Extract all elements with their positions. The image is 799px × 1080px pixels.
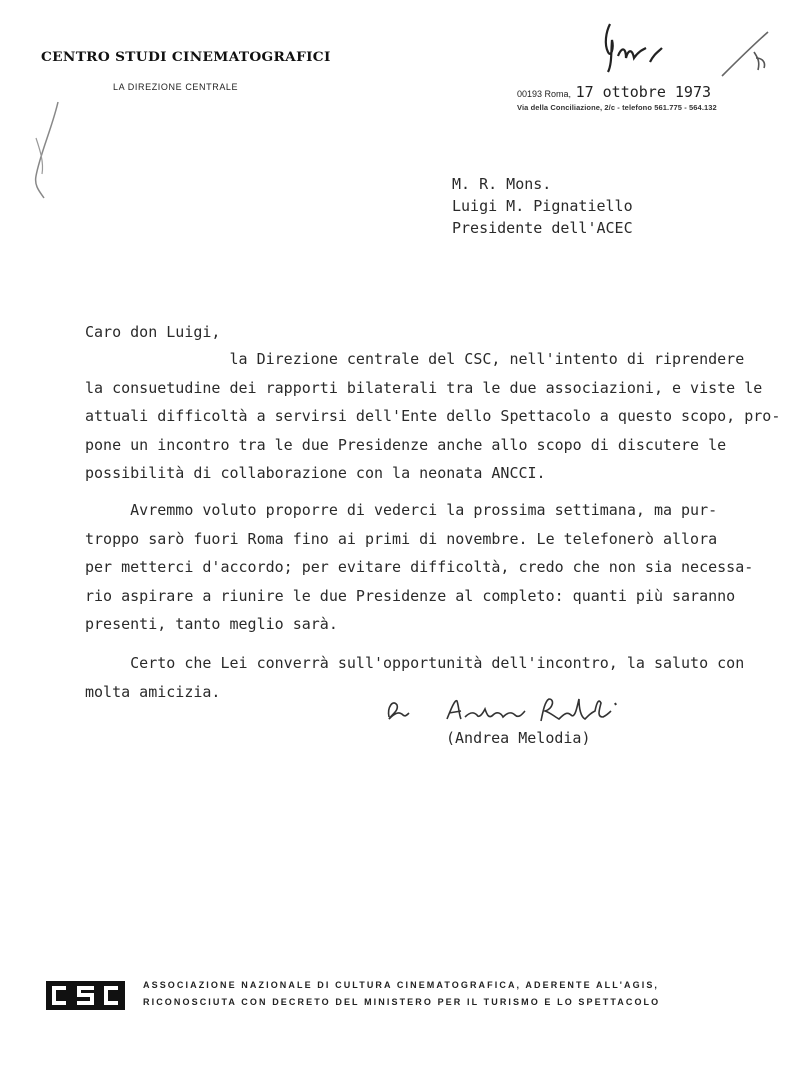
handwritten-signature — [385, 693, 625, 727]
paragraph-line: la consuetudine dei rapporti bilaterali tra le due associazioni, e viste le — [85, 378, 763, 397]
paragraph-line: attuali difficoltà a servirsi dell'Ente dello Spettacolo a questo scopo, pro- — [85, 407, 781, 425]
footer-line: RICONOSCIUTA CON DECRETO DEL MINISTERO PER IL TURISMO E LO SPETTACOLO — [143, 997, 661, 1007]
paragraph-line: molta amicizia. — [85, 682, 221, 701]
paragraph-line: possibilità di collaborazione con la neonata ANCCI. — [85, 464, 546, 482]
handwritten-mark-annotation — [718, 28, 778, 80]
paragraph-line: per metterci d'accordo; per evitare difficoltà, credo che non sia necessa- — [85, 558, 754, 576]
paragraph-line: presenti, tanto meglio sarà. — [85, 615, 338, 633]
paragraph-line: pone un incontro tra le due Presidenze anche allo scopo di discutere le — [85, 435, 727, 454]
address-date-line — [517, 83, 711, 101]
handwritten-initials-annotation — [596, 18, 686, 76]
margin-pencil-mark — [28, 98, 72, 202]
recipient-line: Luigi M. Pignatiello — [452, 197, 633, 215]
recipient-line: Presidente dell'ACEC — [452, 219, 633, 237]
address-city: 00193 Roma, — [517, 89, 572, 99]
paragraph-line: Avremmo voluto proporre di vederci la prossima settimana, ma pur- — [85, 501, 718, 519]
paragraph-line: troppo sarò fuori Roma fino ai primi di novembre. Le telefonerò allora — [85, 529, 718, 548]
letterhead-organization: CENTRO STUDI CINEMATOGRAFICI — [41, 50, 331, 65]
salutation: Caro don Luigi, — [85, 323, 221, 341]
typed-signature-name: (Andrea Melodia) — [446, 729, 591, 747]
paragraph-1 — [85, 345, 781, 488]
csc-logo — [46, 981, 125, 1010]
paragraph-line: Certo che Lei converrà sull'opportunità dell'incontro, la saluto con — [85, 654, 745, 672]
letter-date: 17 ottobre 1973 — [575, 83, 712, 101]
paragraph-2 — [85, 496, 754, 639]
recipient-block — [452, 173, 633, 239]
footer-association-text — [143, 977, 660, 1011]
recipient-line: M. R. Mons. — [452, 175, 552, 193]
paragraph-line: la Direzione centrale del CSC, nell'intento di riprendere — [85, 350, 745, 368]
paragraph-line: rio aspirare a riunire le due Presidenze al completo: quanti più saranno — [85, 586, 736, 605]
letterhead-department: LA DIREZIONE CENTRALE — [113, 82, 239, 92]
address-street-line: Via della Conciliazione, 2/c - telefono 561.775 - 564.132 — [517, 103, 717, 112]
footer-line: ASSOCIAZIONE NAZIONALE DI CULTURA CINEMATOGRAFICA, ADERENTE ALL'AGIS, — [143, 980, 660, 990]
